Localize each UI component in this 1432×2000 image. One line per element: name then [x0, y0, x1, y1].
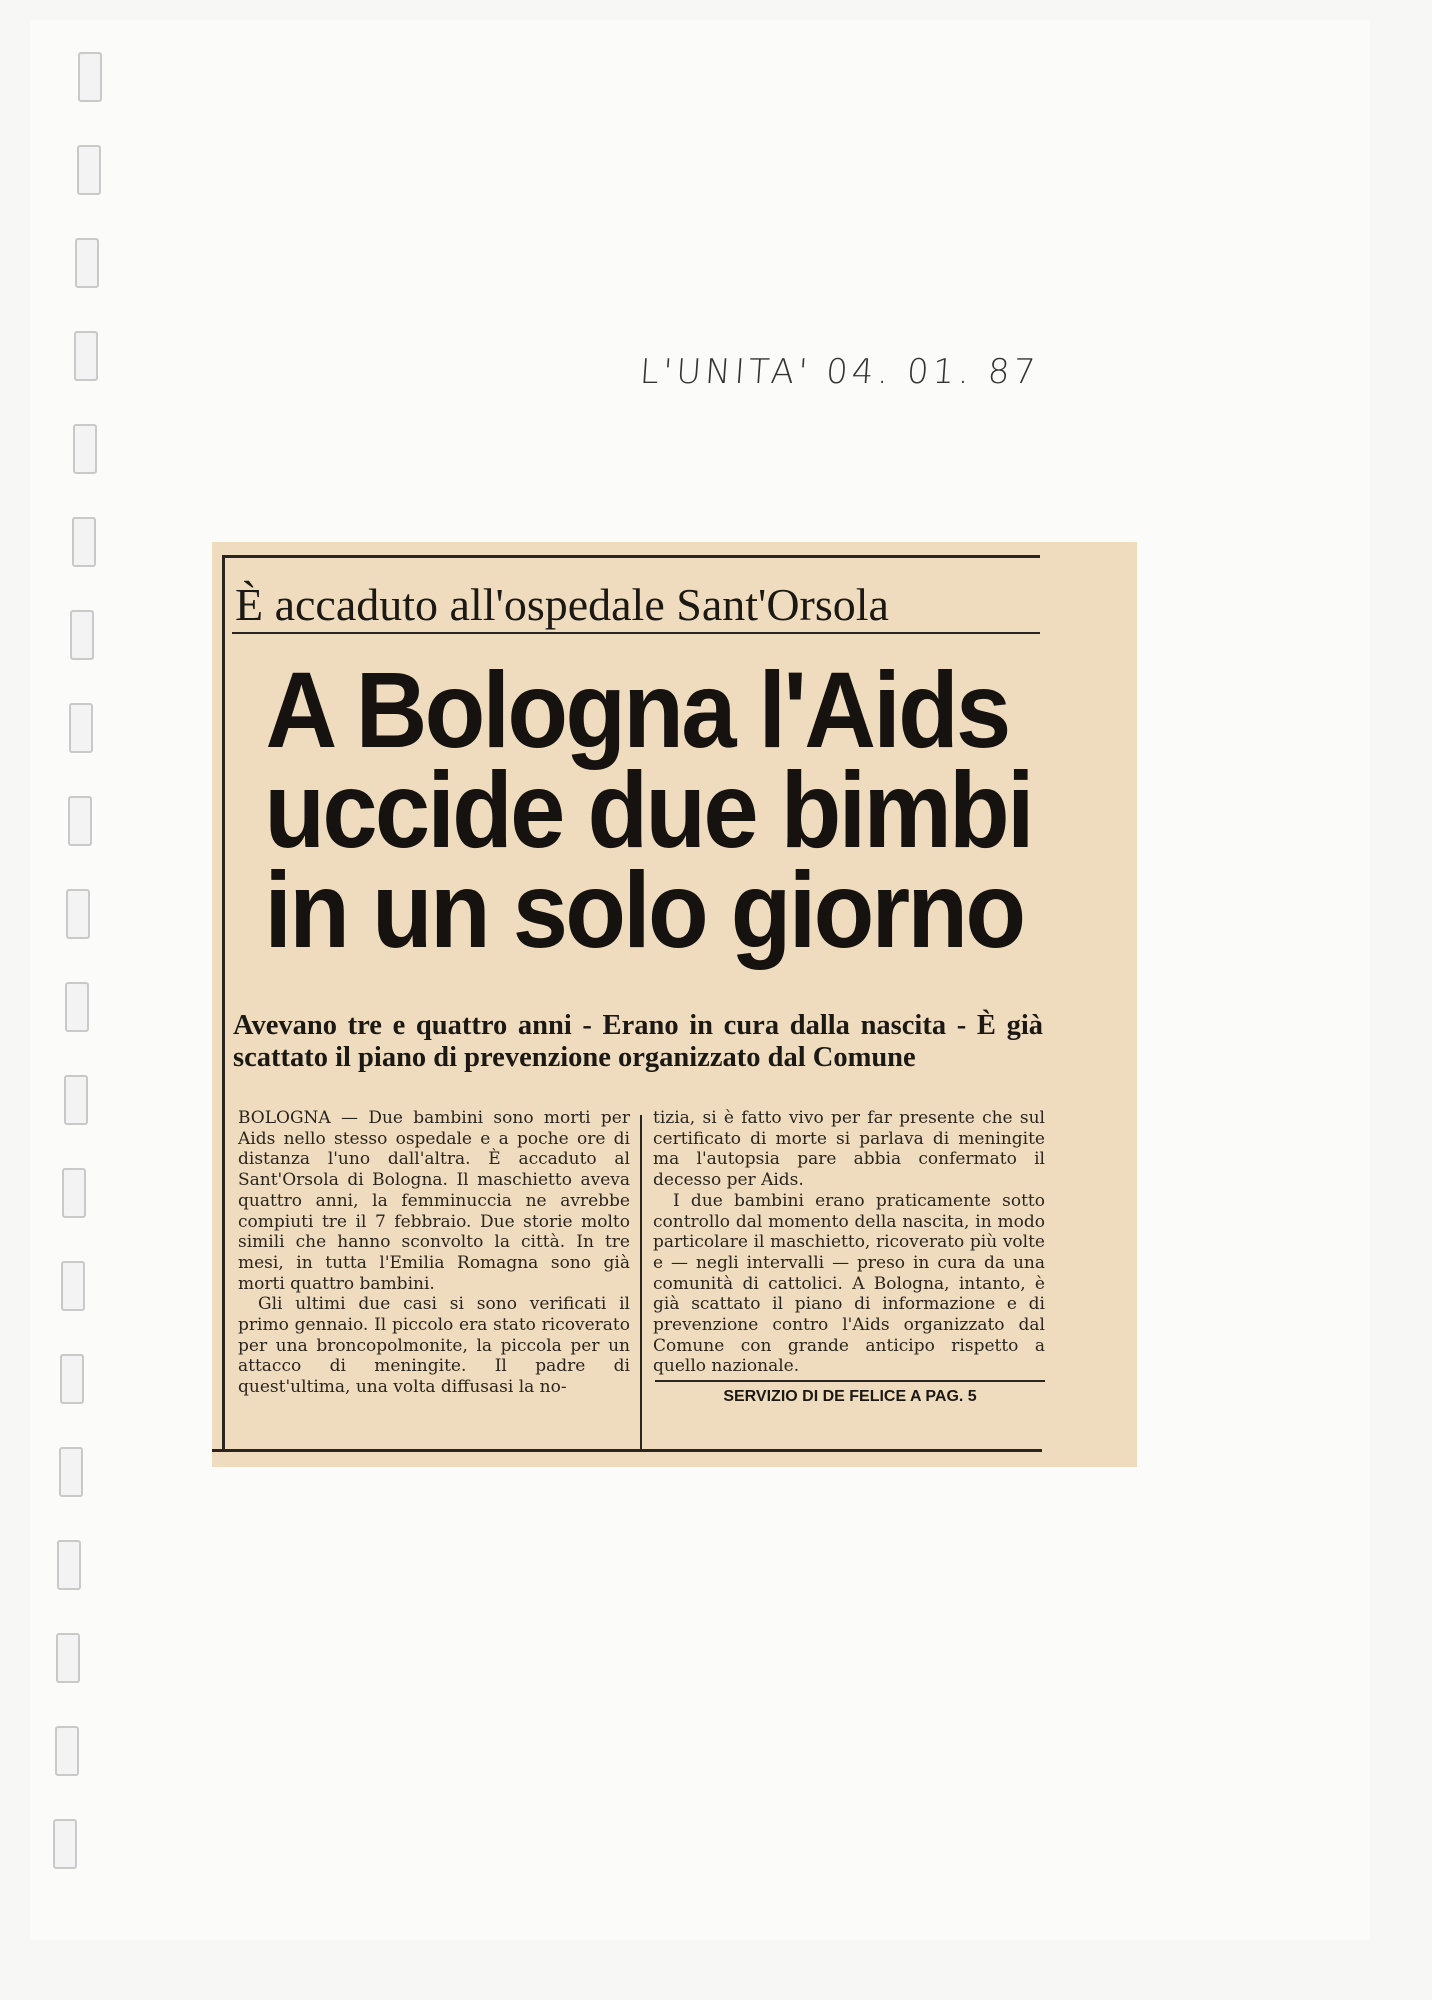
article-column-2	[653, 1108, 1045, 1377]
paragraph: I due bambini erano praticamente sotto controllo dal momento della nascita, in modo particolare il maschietto, ricoverato più volte e — negli intervalli — preso in cura da una comunità di cattolici. A Bologna, intanto, è già scattato il piano di informazione e di prevenzione contro l'Aids organizzato dal Comune con grande anticipo rispetto a quello nazionale.	[653, 1190, 1045, 1377]
binder-hole	[68, 796, 92, 846]
binder-hole	[56, 1633, 80, 1683]
article-kicker: È accaduto all'ospedale Sant'Orsola	[235, 579, 889, 630]
binder-hole	[70, 610, 94, 660]
handwritten-date-note: L'UNITA' 04. 01. 87	[638, 352, 1041, 392]
binder-hole	[69, 703, 93, 753]
paragraph: tizia, si è fatto vivo per far presente che sul certificato di morte si parlava di meningite ma l'autopsia pare abbia confermato il decesso per Aids.	[653, 1108, 1045, 1191]
headline-line: uccide due bimbi	[264, 749, 1032, 870]
binder-hole	[60, 1354, 84, 1404]
binder-hole	[55, 1726, 79, 1776]
article-byline: SERVIZIO DI DE FELICE A PAG. 5	[723, 1388, 977, 1405]
article-headline	[264, 649, 1032, 970]
binder-hole	[62, 1168, 86, 1218]
column-divider	[640, 1115, 642, 1450]
bottom-rule	[212, 1449, 1042, 1452]
binder-hole	[65, 982, 89, 1032]
binder-hole	[57, 1540, 81, 1590]
binder-hole	[59, 1447, 83, 1497]
headline-line: in un solo giorno	[264, 849, 1024, 970]
left-rule	[222, 555, 225, 1450]
binder-hole	[53, 1819, 77, 1869]
byline-rule	[655, 1380, 1045, 1382]
binder-hole	[64, 1075, 88, 1125]
headline-line: A Bologna l'Aids	[265, 649, 1009, 770]
article-subhead: Avevano tre e quattro anni - Erano in cura dalla nascita - È già scattato il piano di prevenzione organizzato dal Comune	[233, 1010, 1043, 1073]
kicker-rule	[232, 632, 1040, 634]
top-rule	[222, 555, 1040, 558]
article-column-1	[238, 1108, 630, 1398]
binder-hole	[72, 517, 96, 567]
binder-hole	[74, 331, 98, 381]
binder-hole	[78, 52, 102, 102]
paragraph: Gli ultimi due casi si sono verificati il primo gennaio. Il piccolo era stato ricoverato per una broncopolmonite, la piccola per un attacco di meningite. Il padre di quest'ultima, una volta diffusasi la no-	[238, 1294, 630, 1398]
paragraph: BOLOGNA — Due bambini sono morti per Aids nello stesso ospedale e a poche ore di distanza l'uno dall'altra. È accaduto al Sant'Orsola di Bologna. Il maschietto aveva quattro anni, la femminuccia ne avrebbe compiuti tre il 7 febbraio. Due storie molto simili che hanno sconvolto la città. In tre mesi, in tutta l'Emilia Romagna sono già morti quattro bambini.	[238, 1108, 630, 1294]
binder-hole	[66, 889, 90, 939]
binder-hole	[73, 424, 97, 474]
binder-hole	[75, 238, 99, 288]
binder-hole	[61, 1261, 85, 1311]
binder-hole	[77, 145, 101, 195]
